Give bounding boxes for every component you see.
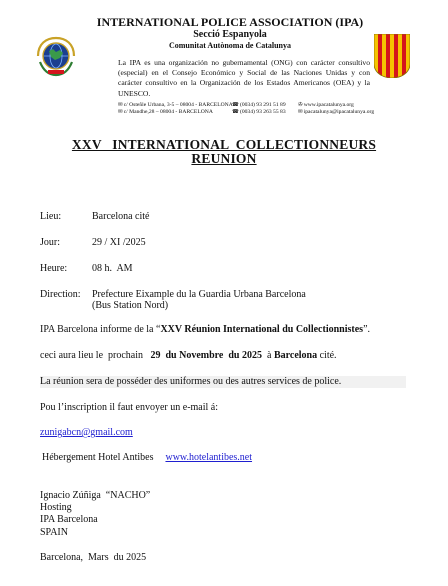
contact-email-link[interactable]: zunigabcn@gmail.com [40,427,133,438]
globe-icon: ✇ [298,102,303,108]
jour-value: 29 / XI /2025 [92,237,146,248]
event-city: Barcelona [273,350,318,361]
signature-country: SPAIN [40,527,68,538]
org-community: Comunitat Autònoma de Catalunya [168,41,291,50]
hotel-url-link[interactable]: www.hotelantibes.net [165,452,253,463]
p2-mid: à [262,350,274,361]
uniform-paragraph: La réunion sera de posséder des uniformes ou des autres services de police. [40,376,406,388]
hotel-label: Hébergement Hotel Antibes [42,452,154,463]
heure-label: Heure: [40,263,68,274]
envelope-icon: ✉ [118,109,123,115]
p2-prefix: ceci aura lieu le prochain [40,350,151,361]
header-email[interactable]: ipacatalunya@ipacatalunya.org [303,109,375,115]
jour-label: Jour: [40,237,60,248]
phone-2: (0034) 93 263 55 83 [239,109,286,115]
ipa-logo [34,34,78,78]
direction-value-2: (Bus Station Nord) [92,300,169,311]
signature-name: Ignacio Zúñiga “NACHO” [40,490,151,501]
phone-icon: ☎ [232,109,239,115]
web-link[interactable]: www.ipacatalunya.org [303,102,354,108]
contact-phones [232,102,302,116]
contact-online [298,102,388,116]
phone-1: (0034) 93 291 51 89 [239,102,286,108]
envelope-icon: ✉ [118,102,123,108]
title-line-1: XXV INTERNATIONAL COLLECTIONNEURS [71,137,377,152]
event-date: 29 du Novembre du 2025 [150,350,262,361]
hotel-line [42,452,252,464]
title-line-2: REUNION [191,151,257,166]
date-paragraph [40,350,337,362]
heure-value: 08 h. AM [92,263,133,274]
org-section: Secció Espanyola [193,29,267,40]
inscription-paragraph: Pou l’inscription il faut envoyer un e-mail á: [40,402,219,413]
catalonia-flag-icon [374,34,410,78]
lieu-value: Barcelona cité [92,211,150,222]
announcement-paragraph [40,324,370,336]
footer-date: Barcelona, Mars du 2025 [40,552,147,563]
signature-role: Hosting [40,502,72,513]
p2-suffix: cité. [317,350,337,361]
page-title [40,138,408,166]
contact-addresses [118,102,236,116]
event-name: XXV Réunion International du Collectionnistes [160,324,364,335]
phone-icon: ☎ [232,102,239,108]
signature-org: IPA Barcelona [40,514,98,525]
mail-icon: ✉ [298,109,303,115]
address-1: c/ Osteñle Urbana, 3-5 – 08004 - BARCELONA [123,102,233,108]
direction-label: Direction: [40,289,81,300]
org-description: La IPA es una organización no gubernamental (ONG) con carácter consultivo (especial) en el Consejo Económico y Social de las Naciones Unidas y con carácter consultivo en la Organización de los Estados Americanos (OEA) y la UNESCO. [118,58,370,98]
p1-prefix: IPA Barcelona informe de la “ [40,324,161,335]
address-2: c/ Mandhe,28 – 08004 - BARCELONA [123,109,213,115]
direction-value-1: Prefecture Eixample du la Guardia Urbana Barcelona [92,289,306,300]
lieu-label: Lieu: [40,211,62,222]
p1-suffix: ”. [363,324,371,335]
org-name: INTERNATIONAL POLICE ASSOCIATION (IPA) [96,15,364,29]
